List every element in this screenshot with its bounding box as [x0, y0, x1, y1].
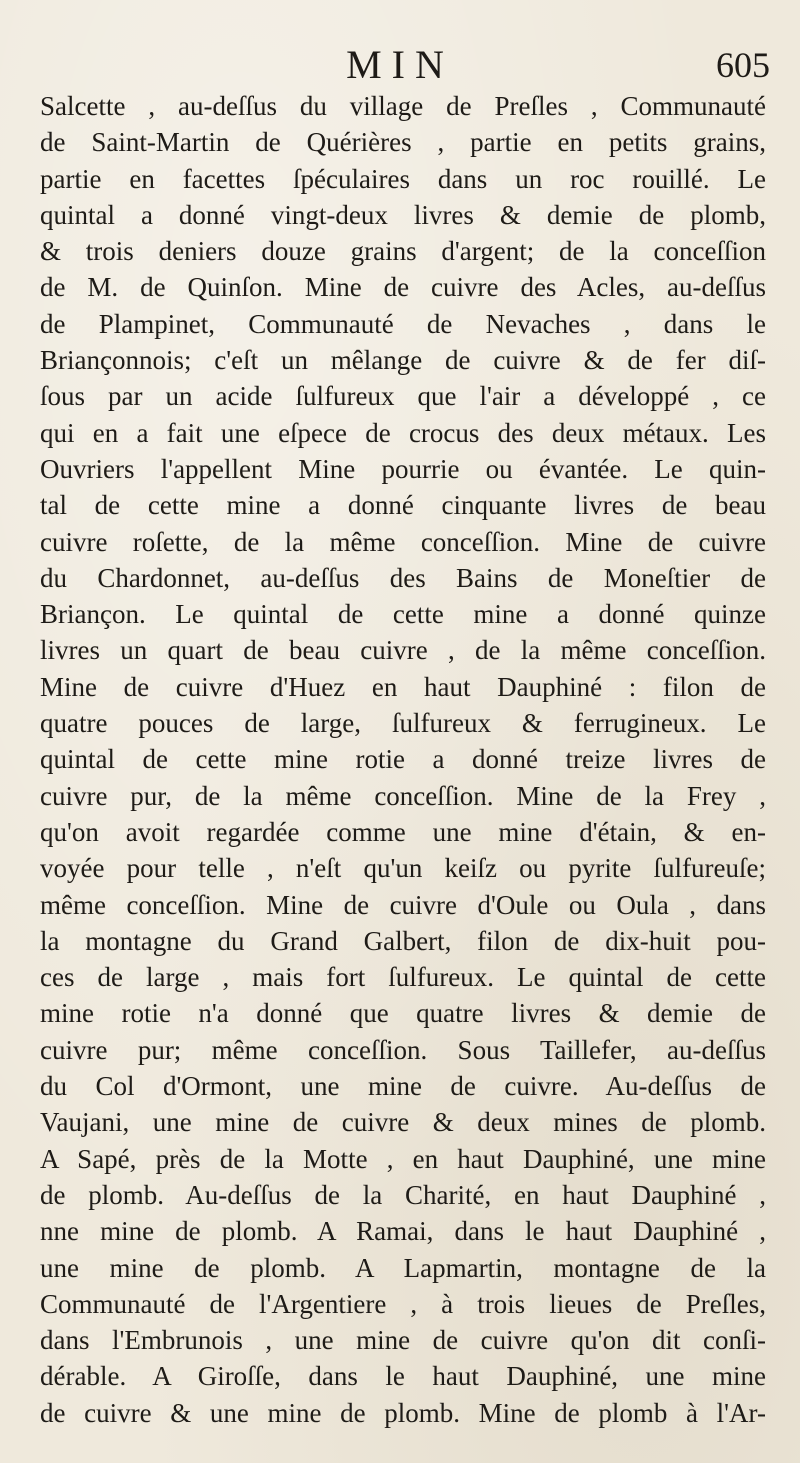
text-line: dérable. A Giroſſe, dans le haut Dauphiné, une mine: [40, 1361, 766, 1392]
text-line: de plomb. Au-deſſus de la Charité, en haut Dauphiné ,: [40, 1179, 766, 1210]
page-number: 605: [716, 45, 770, 85]
text-line: quintal de cette mine rotie a donné treize livres de: [40, 744, 766, 775]
text-line: la montagne du Grand Galbert, filon de dix-huit pou-: [40, 925, 766, 956]
running-header: [0, 40, 800, 90]
text-line: de cuivre & une mine de plomb. Mine de plomb à l'Ar-: [40, 1397, 766, 1428]
text-line: nne mine de plomb. A Ramai, dans le haut Dauphiné ,: [40, 1216, 766, 1247]
text-line: Vaujani, une mine de cuivre & deux mines de plomb.: [40, 1107, 766, 1138]
text-line: voyée pour telle , n'eſt qu'un keiſz ou pyrite ſulfureuſe;: [40, 853, 766, 884]
text-line: du Chardonnet, au-deſſus des Bains de Moneſtier de: [40, 562, 766, 593]
text-line: ſous par un acide ſulfureux que l'air a développé , ce: [40, 381, 766, 412]
text-line: cuivre pur; même conceſſion. Sous Taillefer, au-deſſus: [40, 1034, 766, 1065]
text-line: de M. de Quinſon. Mine de cuivre des Acles, au-deſſus: [40, 272, 766, 303]
text-line: Briançon. Le quintal de cette mine a donné quinze: [40, 599, 766, 630]
text-line: cuivre roſette, de la même conceſſion. Mine de cuivre: [40, 526, 766, 557]
text-line: du Col d'Ormont, une mine de cuivre. Au-deſſus de: [40, 1071, 766, 1102]
running-head-title: MIN: [346, 42, 454, 87]
text-line: Communauté de l'Argentiere , à trois lieues de Preſles,: [40, 1288, 766, 1319]
text-line: mine rotie n'a donné que quatre livres & demie de: [40, 998, 766, 1029]
text-line: Briançonnois; c'eſt un mêlange de cuivre & de fer diſ-: [40, 345, 766, 376]
text-line: Salcette , au-deſſus du village de Preſles , Communauté: [40, 91, 766, 121]
body-text: [40, 88, 766, 1431]
text-line: A Sapé, près de la Motte , en haut Dauphiné, une mine: [40, 1143, 766, 1174]
text-line: de Saint-Martin de Quérières , partie en petits grains,: [40, 127, 766, 158]
text-line: tal de cette mine a donné cinquante livres de beau: [40, 490, 766, 521]
text-line: partie en facettes ſpéculaires dans un roc rouillé. Le: [40, 163, 766, 194]
text-line: une mine de plomb. A Lapmartin, montagne de la: [40, 1252, 766, 1283]
text-line: Ouvriers l'appellent Mine pourrie ou évantée. Le quin-: [40, 453, 766, 484]
text-line: livres un quart de beau cuivre , de la même conceſſion.: [40, 635, 766, 666]
text-line: même conceſſion. Mine de cuivre d'Oule ou Oula , dans: [40, 889, 766, 920]
text-line: cuivre pur, de la même conceſſion. Mine de la Frey ,: [40, 780, 766, 811]
text-line: quatre pouces de large, ſulfureux & ferrugineux. Le: [40, 708, 766, 739]
text-line: ces de large , mais fort ſulfureux. Le quintal de cette: [40, 962, 766, 993]
text-line: qu'on avoit regardée comme une mine d'étain, & en-: [40, 816, 766, 847]
text-line: qui en a fait une eſpece de crocus des deux métaux. Les: [40, 417, 766, 448]
text-line: & trois deniers douze grains d'argent; de la conceſſion: [40, 236, 766, 267]
text-line: de Plampinet, Communauté de Nevaches , dans le: [40, 308, 766, 339]
text-line: dans l'Embrunois , une mine de cuivre qu'on dit conſi-: [40, 1325, 766, 1356]
text-line: quintal a donné vingt-deux livres & demie de plomb,: [40, 199, 766, 230]
text-line: Mine de cuivre d'Huez en haut Dauphiné : filon de: [40, 671, 766, 702]
